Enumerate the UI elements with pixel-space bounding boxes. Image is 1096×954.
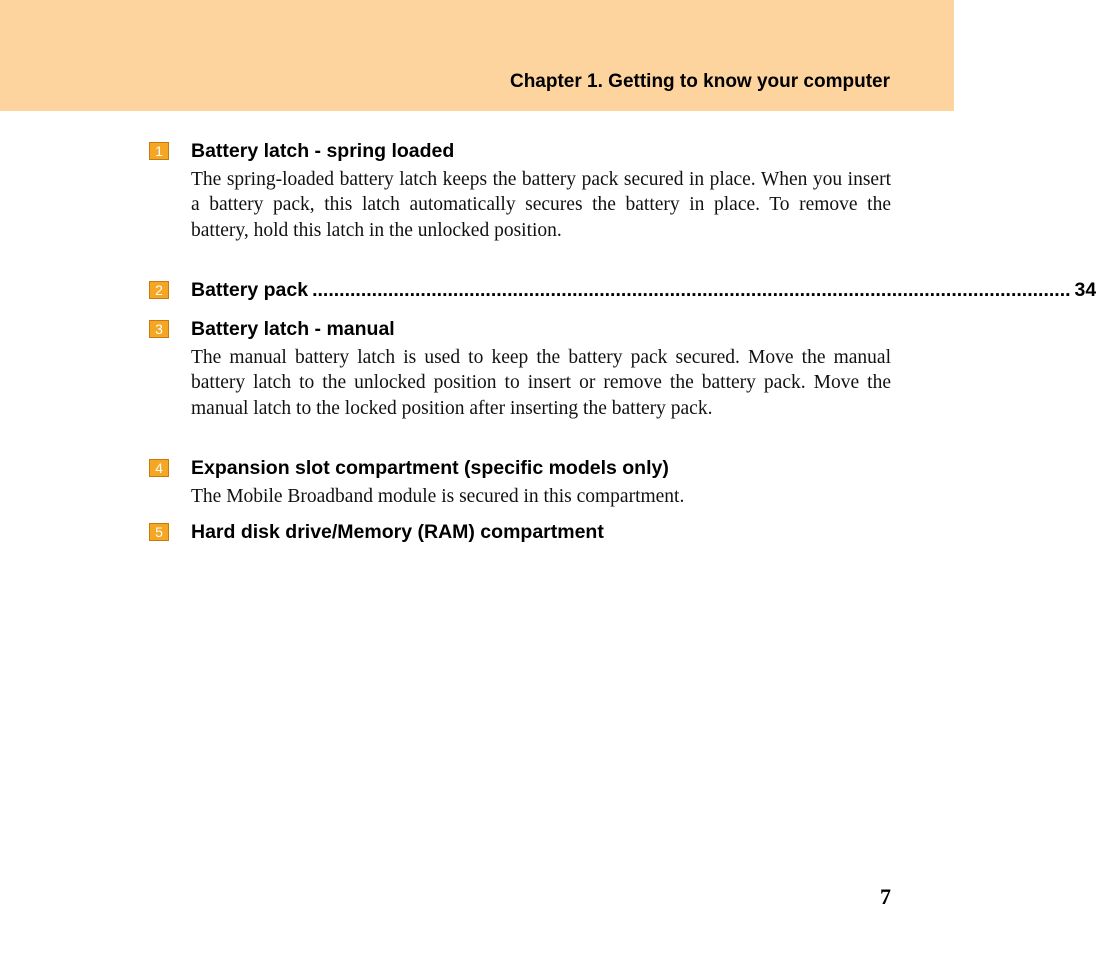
- callout-description: The manual battery latch is used to keep the battery pack secured. Move the manual battery latch to the unlocked position to insert or remove the battery pack. Move the manual latch to the locked position after inserting the battery pack.: [191, 347, 891, 419]
- chapter-title: Chapter 1. Getting to know your computer: [509, 71, 890, 92]
- header-band: [0, 0, 954, 111]
- callout-title: Battery latch - spring loaded: [191, 140, 455, 162]
- callout-number-badge: 1: [149, 142, 169, 160]
- callout-number-badge: 5: [149, 523, 169, 541]
- callout-number-badge: 4: [149, 459, 169, 477]
- callout-number-badge: 2: [149, 281, 169, 299]
- callout-number-badge: 3: [149, 320, 169, 338]
- toc-entry: [191, 278, 1096, 302]
- callout-title: Hard disk drive/Memory (RAM) compartment: [191, 521, 604, 543]
- callout-title: Expansion slot compartment (specific models only): [191, 457, 669, 479]
- callout-description: The spring-loaded battery latch keeps the battery pack secured in place. When you insert a battery pack, this latch automatically secures the battery in place. To remove the battery, hold this latch in the unlocked position.: [191, 169, 891, 241]
- callout-title: Battery latch - manual: [191, 318, 395, 340]
- page-number: 7: [880, 884, 891, 909]
- page-reference[interactable]: 34: [1074, 279, 1096, 301]
- callout-title: Battery pack: [191, 279, 309, 301]
- callout-description: The Mobile Broadband module is secured in this compartment.: [191, 486, 685, 507]
- toc-leader-dots: ............................................................................................................................................: [312, 279, 1071, 301]
